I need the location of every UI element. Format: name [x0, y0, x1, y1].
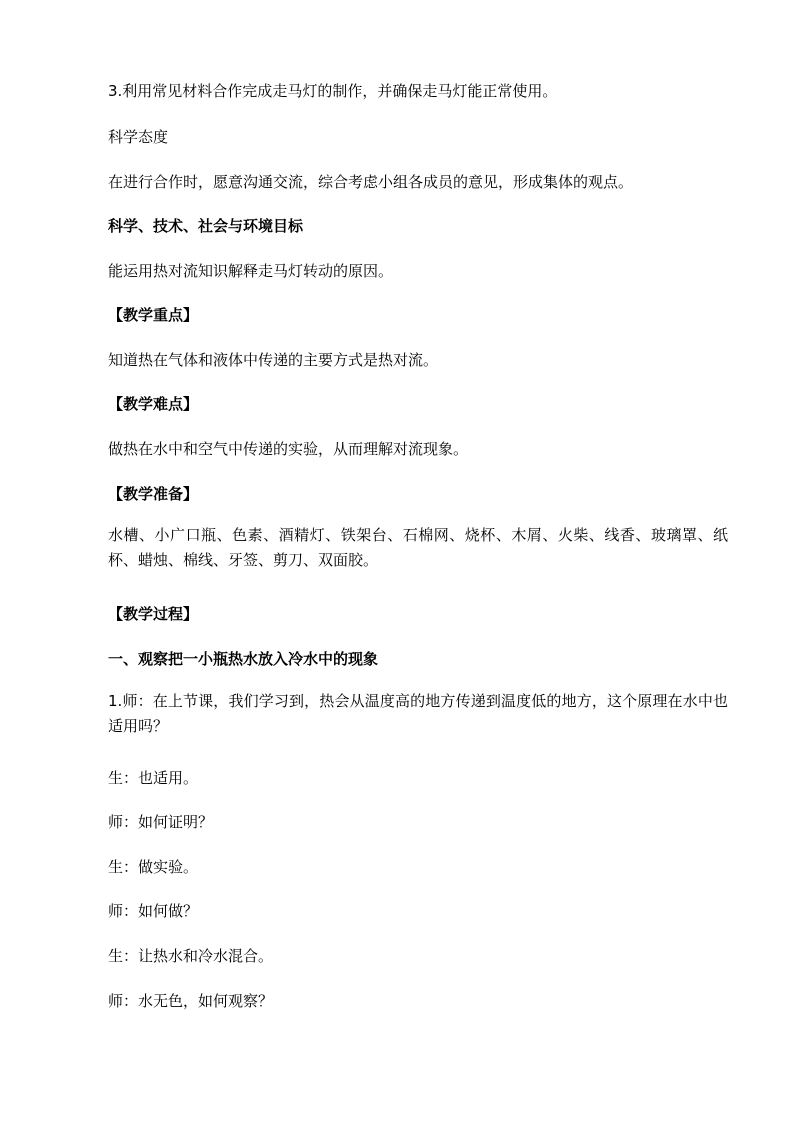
preparation-materials-text: 水槽、小广口瓶、色素、酒精灯、铁架台、石棉网、烧杯、木屑、火柴、线香、玻璃罩、纸杯、蜡烛、棉线、牙签、剪刀、双面胶。: [108, 526, 728, 569]
heading-teaching-difficulty: 【教学难点】: [108, 395, 199, 413]
sts-goal-text: 能运用热对流知识解释走马灯转动的原因。: [108, 262, 394, 280]
dialogue-student-3: 生：让热水和冷水混合。: [108, 947, 274, 965]
heading-teaching-preparation: 【教学准备】: [108, 485, 199, 503]
heading-teaching-process: 【教学过程】: [108, 605, 199, 623]
dialogue-teacher-2: 师：如何证明？: [108, 813, 214, 831]
dialogue-teacher-1: 1.师：在上节课，我们学习到，热会从温度高的地方传递到温度低的地方，这个原理在水中也适用吗？: [108, 692, 728, 735]
dialogue-teacher-3: 师：如何做？: [108, 902, 199, 920]
dialogue-student-2: 生：做实验。: [108, 858, 199, 876]
dialogue-student-1: 生：也适用。: [108, 769, 199, 787]
objective-item-3: 3.利用常见材料合作完成走马灯的制作，并确保走马灯能正常使用。: [108, 82, 558, 100]
section-heading-scientific-attitude: 科学态度: [108, 128, 169, 146]
process-step-1-heading: 一、观察把一小瓶热水放入冷水中的现象: [108, 650, 379, 668]
dialogue-teacher-4: 师：水无色，如何观察？: [108, 992, 274, 1010]
heading-teaching-focus: 【教学重点】: [108, 306, 199, 324]
teaching-difficulty-text: 做热在水中和空气中传递的实验，从而理解对流现象。: [108, 440, 469, 458]
attitude-text: 在进行合作时，愿意沟通交流，综合考虑小组各成员的意见，形成集体的观点。: [108, 173, 634, 191]
section-heading-sts-goals: 科学、技术、社会与环境目标: [108, 217, 304, 235]
teaching-focus-text: 知道热在气体和液体中传递的主要方式是热对流。: [108, 351, 439, 369]
